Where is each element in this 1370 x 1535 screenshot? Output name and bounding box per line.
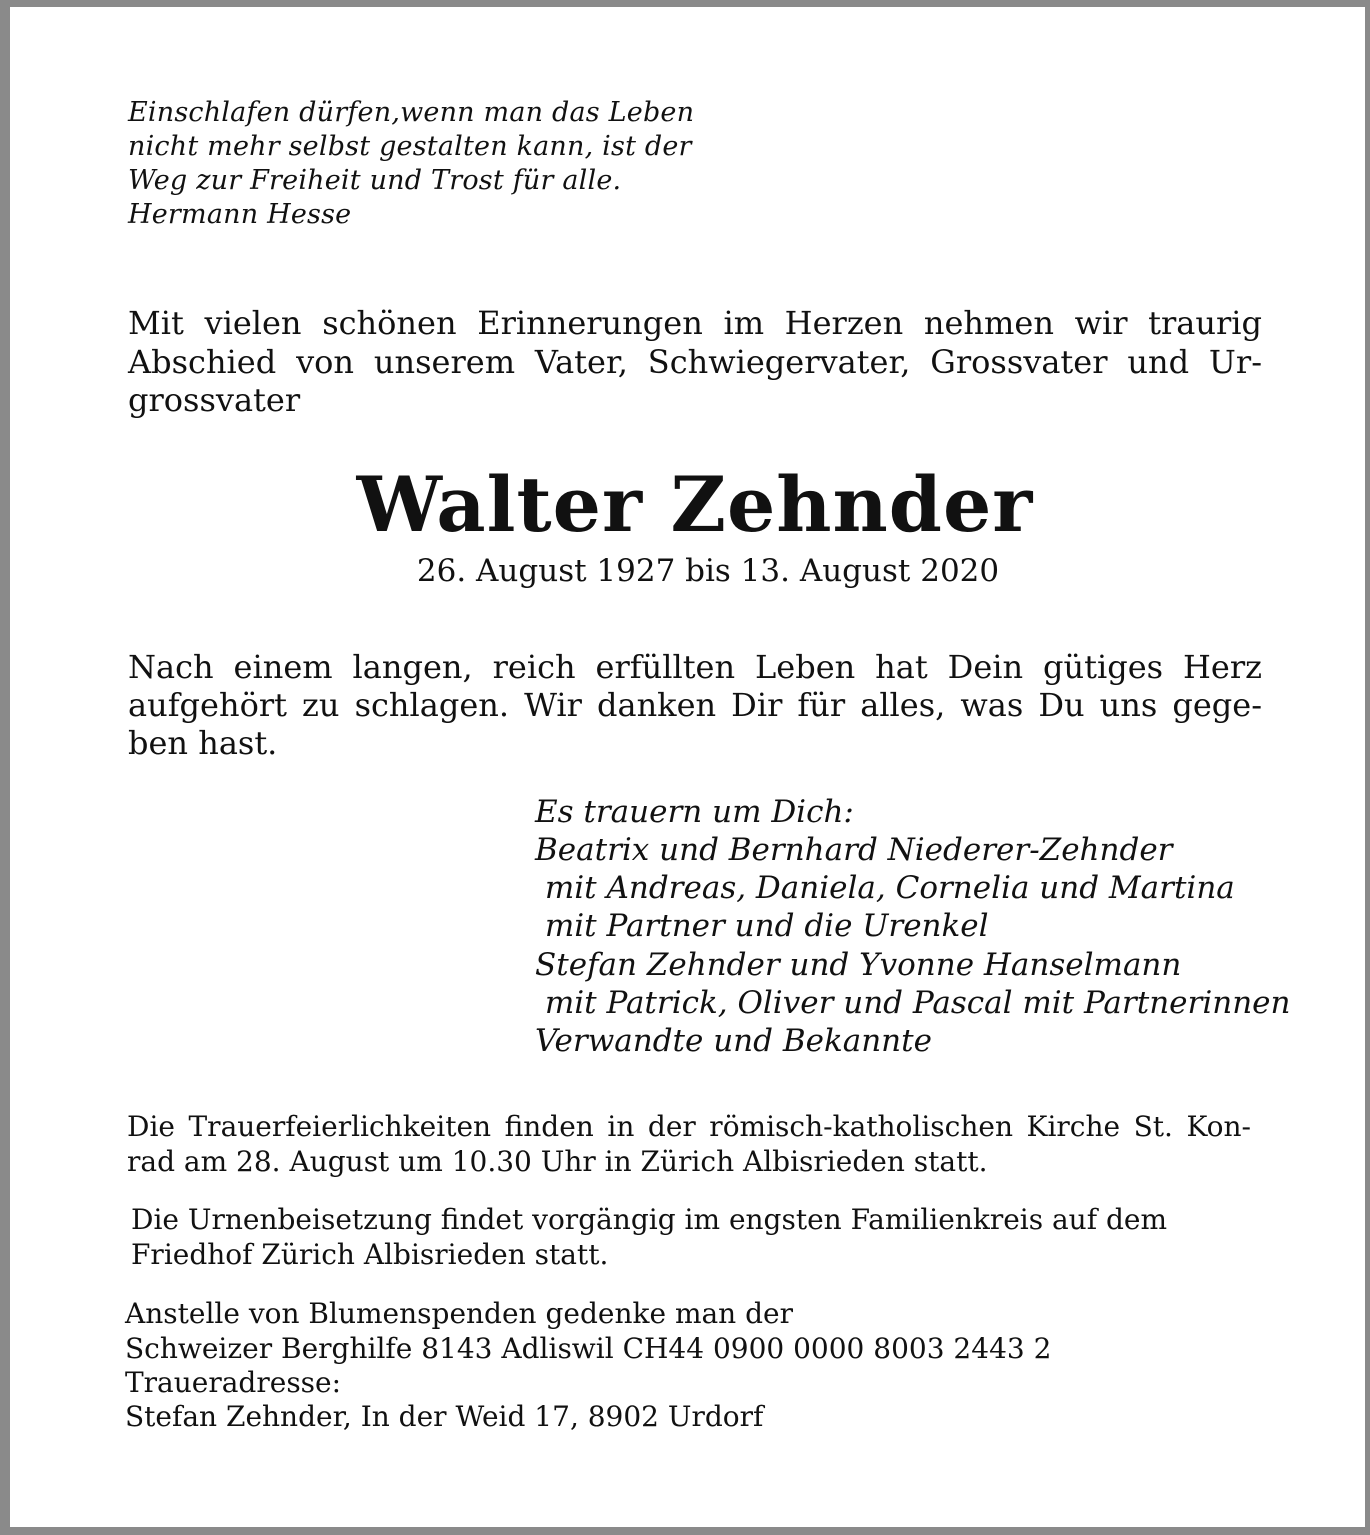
farewell-line: ben hast.	[128, 724, 278, 762]
ceremony-line: Die Trauerfeierlichkeiten finden in der römisch-katholischen Kirche St. Kon-	[127, 1110, 1251, 1143]
mourner-line: mit Partner und die Urenkel	[535, 908, 989, 944]
mourner-line: Beatrix und Bernhard Niederer-Zehnder	[535, 832, 1173, 868]
ceremony-line: rad am 28. August um 10.30 Uhr in Zürich Albisrieden statt.	[127, 1145, 988, 1178]
quote-author: Hermann Hesse	[128, 199, 352, 230]
life-dates: 26. August 1927 bis 13. August 2020	[416, 553, 1000, 589]
donation-account: Schweizer Berghilfe 8143 Adliswil CH44 0900 0000 8003 2443 2	[125, 1332, 1052, 1365]
mourning-address: Stefan Zehnder, In der Weid 17, 8902 Urdorf	[125, 1400, 764, 1433]
donation-line: Anstelle von Blumenspenden gedenke man der	[125, 1297, 793, 1330]
farewell-line: Nach einem langen, reich erfüllten Leben hat Dein gütiges Herz	[128, 648, 1262, 686]
intro-line: Abschied von unserem Vater, Schwiegervater, Grossvater und Ur-	[128, 343, 1262, 381]
quote-line: Einschlafen dürfen,wenn man das Leben	[128, 97, 695, 128]
mourner-line: Verwandte und Bekannte	[535, 1023, 932, 1059]
deceased-name: Walter Zehnder	[356, 460, 1034, 549]
intro-line: grossvater	[128, 381, 301, 419]
urn-line: Friedhof Zürich Albisrieden statt.	[131, 1238, 609, 1271]
quote-line: nicht mehr selbst gestalten kann, ist der	[128, 131, 692, 162]
mourner-line: mit Andreas, Daniela, Cornelia und Martina	[535, 870, 1235, 906]
address-label: Traueradresse:	[125, 1366, 342, 1399]
urn-line: Die Urnenbeisetzung findet vorgängig im engsten Familienkreis auf dem	[131, 1203, 1168, 1236]
quote-line: Weg zur Freiheit und Trost für alle.	[128, 165, 622, 196]
mourners-heading: Es trauern um Dich:	[535, 794, 854, 830]
mourner-line: Stefan Zehnder und Yvonne Hanselmann	[535, 947, 1182, 983]
intro-line: Mit vielen schönen Erinnerungen im Herzen nehmen wir traurig	[128, 304, 1262, 342]
mourner-line: mit Patrick, Oliver und Pascal mit Partnerinnen	[535, 985, 1291, 1021]
farewell-line: aufgehört zu schlagen. Wir danken Dir für alles, was Du uns gege-	[128, 686, 1262, 724]
